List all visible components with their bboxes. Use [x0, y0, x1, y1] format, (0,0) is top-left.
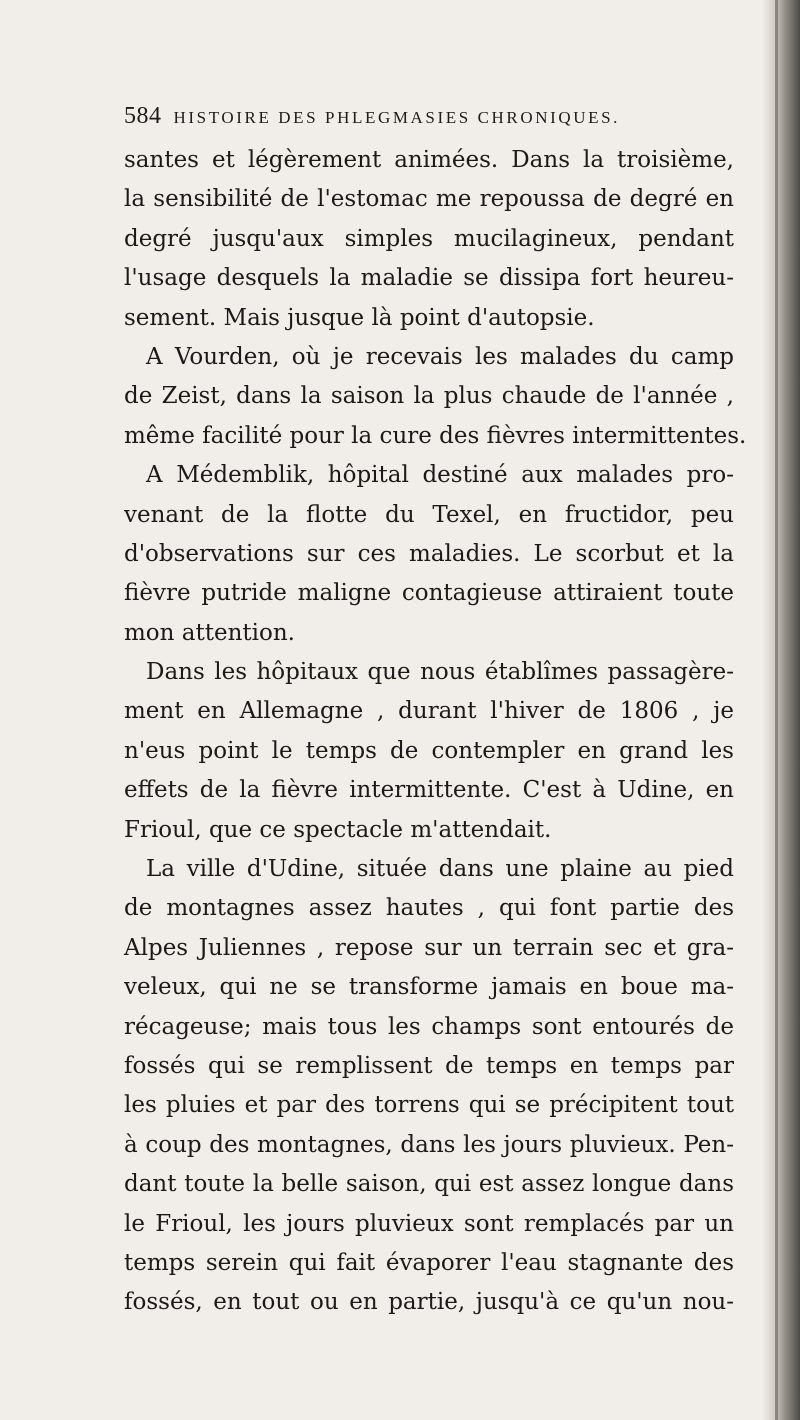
text-line: fièvre putride maligne contagieuse attiraient toute — [124, 580, 734, 607]
text-line: Alpes Juliennes , repose sur un terrain sec et gra- — [124, 934, 734, 961]
text-line: sement. Mais jusque là point d'autopsie. — [124, 304, 595, 331]
text-line: veleux, qui ne se transforme jamais en boue ma- — [124, 974, 734, 1001]
text-line: effets de la fièvre intermittente. C'est à Udine, en — [124, 777, 734, 804]
text-line: La ville d'Udine, située dans une plaine au pied — [146, 856, 734, 883]
binding-fold-line — [775, 0, 778, 1420]
text-line: les pluies et par des torrens qui se précipitent tout — [124, 1092, 734, 1119]
text-line: A Médemblik, hôpital destiné aux malades pro- — [146, 462, 734, 489]
text-line: la sensibilité de l'estomac me repoussa de degré en — [124, 186, 734, 213]
text-line: de Zeist, dans la saison la plus chaude de l'année , — [124, 383, 734, 410]
text-line: le Frioul, les jours pluvieux sont remplacés par un — [124, 1210, 734, 1237]
text-line: dant toute la belle saison, qui est assez longue dans — [124, 1171, 734, 1198]
text-line: mon attention. — [124, 619, 295, 646]
text-line: temps serein qui fait évaporer l'eau stagnante des — [124, 1249, 734, 1276]
binding-edge — [762, 0, 800, 1420]
running-head: HISTOIRE DES PHLEGMASIES CHRONIQUES. — [173, 108, 621, 127]
body-text — [124, 141, 747, 1323]
text-line: Dans les hôpitaux que nous établîmes passagère- — [146, 659, 734, 686]
text-line: santes et légèrement animées. Dans la troisième, — [124, 147, 734, 173]
page-number: 584 — [124, 103, 162, 129]
text-line: degré jusqu'aux simples mucilagineux, pendant — [124, 225, 734, 252]
text-line: à coup des montagnes, dans les jours pluvieux. Pen- — [124, 1131, 734, 1158]
text-line: fossés qui se remplissent de temps en temps par — [124, 1052, 734, 1079]
text-line: ment en Allemagne , durant l'hiver de 1806 , je — [124, 698, 734, 725]
text-line: A Vourden, où je recevais les malades du camp — [146, 343, 734, 370]
text-line: venant de la flotte du Texel, en fructidor, peu — [124, 501, 734, 528]
text-line: Frioul, que ce spectacle m'attendait. — [124, 816, 552, 843]
text-line: n'eus point le temps de contempler en grand les — [124, 737, 734, 764]
text-line: fossés, en tout ou en partie, jusqu'à ce qu'un nou- — [124, 1289, 734, 1316]
text-line: l'usage desquels la maladie se dissipa fort heureu- — [124, 265, 734, 292]
text-line: récageuse; mais tous les champs sont entourés de — [124, 1013, 734, 1040]
page-header — [124, 103, 724, 133]
text-line: d'observations sur ces maladies. Le scorbut et la — [124, 540, 734, 567]
text-line: de montagnes assez hautes , qui font partie des — [124, 895, 734, 922]
text-line: même facilité pour la cure des fièvres intermittentes. — [124, 422, 747, 449]
